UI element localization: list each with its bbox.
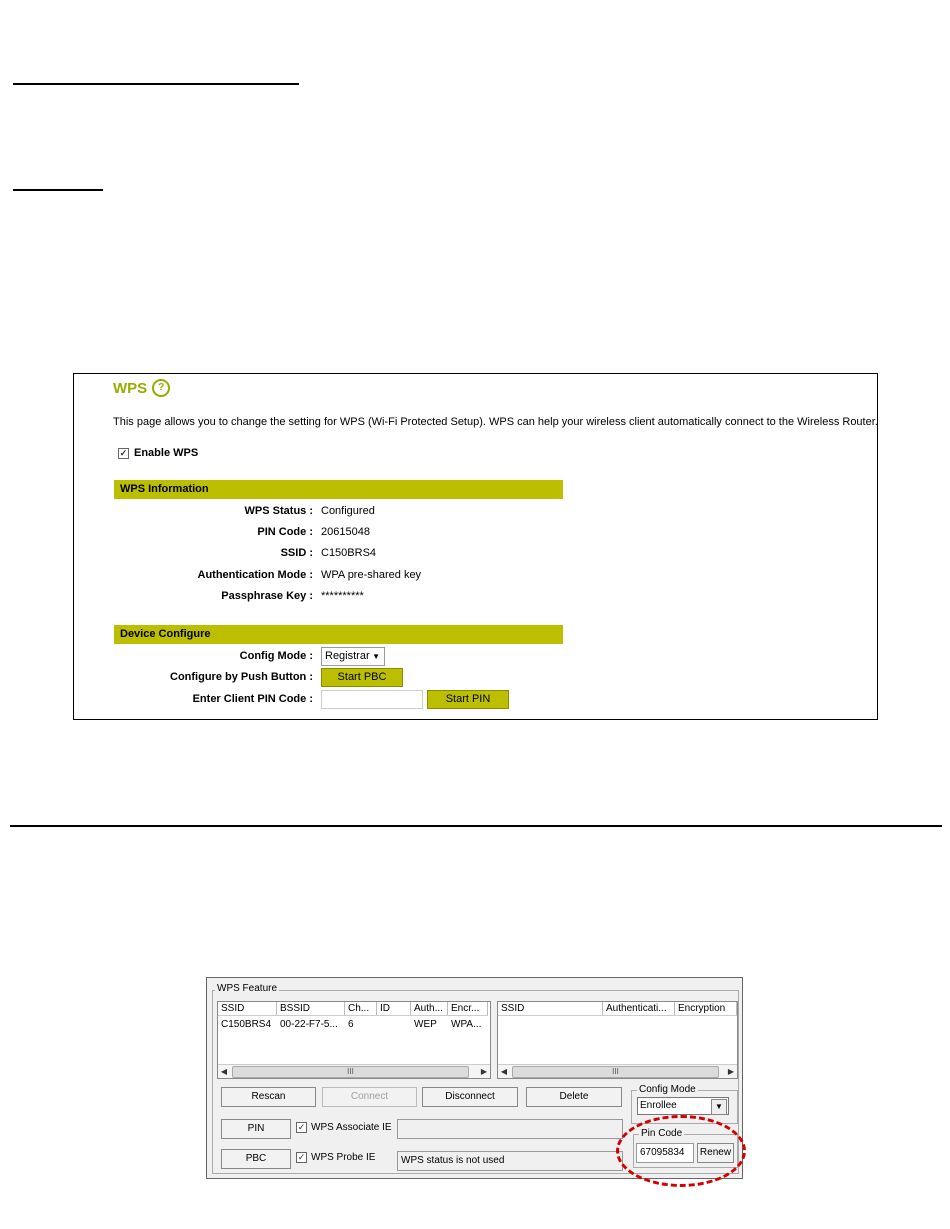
pin-code-field[interactable]: 67095834 [636,1143,694,1163]
wps-description: This page allows you to change the setting for WPS (Wi-Fi Protected Setup). WPS can help your wireless client automatically connect to the Wireless Router. [113,416,878,428]
wps-probe-ie-checkbox-row[interactable] [296,1152,375,1163]
col-ssid[interactable]: SSID [218,1002,277,1015]
cell-encr: WPA... [451,1019,482,1030]
push-button-label: Configure by Push Button : [170,671,313,683]
pin-code-highlight-annotation [616,1115,746,1187]
profile-list-scrollbar[interactable] [498,1064,737,1078]
config-mode-legend: Config Mode [639,1084,696,1095]
ap-list-header [218,1002,488,1016]
cell-channel: 6 [348,1019,354,1030]
enable-wps-label: Enable WPS [134,447,199,459]
wps-associate-ie-checkbox-row[interactable] [296,1122,392,1133]
chevron-down-icon: ▼ [372,652,380,661]
pin-code-label: PIN Code : [257,526,313,538]
passphrase-value: ********** [321,590,364,602]
scroll-right-icon[interactable]: ▶ [480,1067,488,1076]
pin-button[interactable]: PIN [221,1119,291,1139]
config-mode-label: Config Mode : [239,650,313,662]
col-auth[interactable]: Auth... [411,1002,448,1015]
wps-settings-panel [73,373,878,720]
cell-id [377,1018,411,1031]
renew-button[interactable]: Renew [697,1143,734,1163]
scroll-thumb[interactable]: III [512,1066,719,1078]
ssid-label: SSID : [280,547,313,559]
cell-bssid: 00-22-F7-5... [280,1019,338,1030]
config-mode-dropdown[interactable] [637,1097,729,1115]
section-divider [10,825,942,827]
client-pin-label: Enter Client PIN Code : [192,693,313,705]
col-channel[interactable]: Ch... [345,1002,377,1015]
pbc-button[interactable]: PBC [221,1149,291,1169]
device-configure-header: Device Configure [114,625,563,644]
wps-probe-ie-label: WPS Probe IE [311,1152,376,1163]
help-icon[interactable]: ? [152,379,170,397]
config-mode-value: Registrar [325,650,370,662]
scroll-left-icon[interactable]: ◀ [500,1067,508,1076]
col-profile-auth[interactable]: Authenticati... [603,1002,675,1015]
config-mode-dropdown-value: Enrollee [640,1100,677,1111]
scroll-left-icon[interactable]: ◀ [220,1067,228,1076]
disconnect-button[interactable]: Disconnect [422,1087,518,1107]
scroll-right-icon[interactable]: ▶ [727,1067,735,1076]
cell-ssid: C150BRS4 [221,1019,272,1030]
heading-underline-2 [13,189,103,191]
heading-underline-1 [13,83,299,85]
pin-code-legend: Pin Code [641,1128,683,1139]
col-id[interactable]: ID [377,1002,411,1015]
wps-status-field: WPS status is not used [397,1151,623,1171]
pin-code-value: 20615048 [321,526,370,538]
wps-information-header: WPS Information [114,480,563,499]
enable-wps-row[interactable] [118,447,198,459]
wps-associate-ie-label: WPS Associate IE [311,1122,392,1133]
wps-title-text: WPS [113,379,148,397]
start-pin-button[interactable]: Start PIN [427,690,509,709]
ssid-value: C150BRS4 [321,547,377,559]
col-profile-ssid[interactable]: SSID [498,1002,603,1015]
scroll-thumb[interactable]: III [232,1066,469,1078]
wps-status-value: Configured [321,505,375,517]
wps-status-label: WPS Status : [244,505,313,517]
auth-mode-label: Authentication Mode : [197,569,313,581]
table-row[interactable] [218,1018,488,1031]
client-pin-input[interactable] [321,690,423,709]
delete-button[interactable]: Delete [526,1087,622,1107]
col-bssid[interactable]: BSSID [277,1002,345,1015]
col-profile-encryption[interactable]: Encryption [675,1002,737,1015]
ap-list-scrollbar[interactable] [218,1064,490,1078]
chevron-down-icon[interactable]: ▼ [711,1099,727,1115]
rescan-button[interactable]: Rescan [221,1087,316,1107]
wps-feature-legend: WPS Feature [217,983,278,994]
cell-auth: WEP [414,1019,437,1030]
col-encr[interactable]: Encr... [448,1002,488,1015]
connect-button[interactable]: Connect [322,1087,417,1107]
config-mode-select[interactable] [321,647,385,666]
wps-title [113,379,170,397]
enable-wps-checkbox[interactable]: ✓ [119,447,128,458]
ap-list[interactable] [217,1001,491,1079]
start-pbc-button[interactable]: Start PBC [321,668,403,687]
auth-mode-value: WPA pre-shared key [321,569,422,581]
associate-ie-field [397,1119,623,1139]
passphrase-label: Passphrase Key : [221,590,313,602]
wps-associate-ie-checkbox[interactable]: ✓ [297,1122,306,1132]
profile-list-header [498,1002,737,1016]
profile-list[interactable] [497,1001,738,1079]
wps-probe-ie-checkbox[interactable]: ✓ [297,1152,306,1162]
